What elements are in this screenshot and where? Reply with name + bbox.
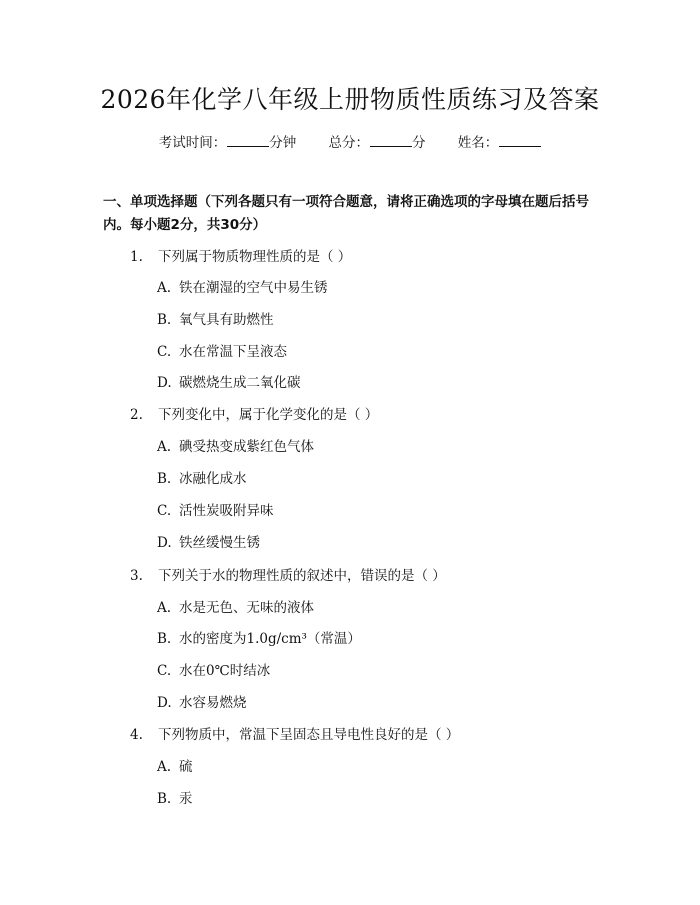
option-letter: B. xyxy=(157,631,172,647)
question-text: 下列变化中，属于化学变化的是（ ） xyxy=(158,407,379,423)
total-score-blank xyxy=(370,133,412,147)
question-3 xyxy=(130,564,446,584)
option-letter: C. xyxy=(157,503,172,519)
option-text: 汞 xyxy=(179,791,193,807)
page-title: 2026年化学八年级上册物质性质练习及答案 xyxy=(100,85,600,114)
question-number: 1. xyxy=(130,249,143,265)
option-4a xyxy=(157,755,193,775)
exam-time-label: 考试时间： xyxy=(158,135,227,151)
section-heading: 一、单项选择题（下列各题只有一项符合题意，请将正确选项的字母填在题后括号内。每小题2分，共30分） xyxy=(103,194,589,233)
name-field xyxy=(458,135,542,151)
option-text: 水在常温下呈液态 xyxy=(179,344,287,360)
exam-time-field xyxy=(159,135,301,151)
option-letter: C. xyxy=(157,663,172,679)
option-3d xyxy=(157,691,247,711)
option-3b xyxy=(157,627,361,647)
option-letter: D. xyxy=(157,375,172,391)
option-2d xyxy=(157,531,260,551)
option-2a xyxy=(157,435,314,455)
option-text: 硫 xyxy=(179,759,193,775)
option-letter: B. xyxy=(157,312,172,328)
question-text: 下列关于水的物理性质的叙述中，错误的是（ ） xyxy=(158,568,446,584)
question-number: 2. xyxy=(130,407,143,423)
option-letter: D. xyxy=(157,535,172,551)
option-text: 铁丝缓慢生锈 xyxy=(179,535,260,551)
exam-time-blank xyxy=(227,133,269,147)
option-text: 碳燃烧生成二氧化碳 xyxy=(179,375,301,391)
option-1a xyxy=(157,276,328,296)
option-letter: C. xyxy=(157,344,172,360)
option-2c xyxy=(157,499,274,519)
option-1d xyxy=(157,371,301,391)
name-blank xyxy=(499,133,541,147)
question-text: 下列属于物质物理性质的是（ ） xyxy=(158,249,352,265)
option-text: 水在0℃时结冰 xyxy=(179,663,271,679)
option-text: 水容易燃烧 xyxy=(179,695,247,711)
option-letter: D. xyxy=(157,695,172,711)
question-2 xyxy=(130,403,378,423)
option-text: 水的密度为1.0g/cm³（常温） xyxy=(179,631,361,647)
total-score-unit: 分 xyxy=(412,135,426,151)
total-score-field xyxy=(329,135,430,151)
question-4 xyxy=(130,723,459,743)
option-text: 活性炭吸附异味 xyxy=(179,503,274,519)
name-label: 姓名： xyxy=(457,135,499,151)
option-letter: A. xyxy=(157,600,172,616)
option-text: 碘受热变成紫红色气体 xyxy=(179,439,314,455)
question-text: 下列物质中，常温下呈固态且导电性良好的是（ ） xyxy=(158,727,460,743)
option-2b xyxy=(157,467,247,487)
option-text: 氧气具有助燃性 xyxy=(179,312,274,328)
option-letter: A. xyxy=(157,280,172,296)
exam-time-unit: 分钟 xyxy=(269,135,297,151)
option-letter: A. xyxy=(157,759,172,775)
question-1 xyxy=(130,245,351,265)
exam-info-line xyxy=(0,131,700,151)
option-text: 铁在潮湿的空气中易生锈 xyxy=(179,280,328,296)
option-text: 水是无色、无味的液体 xyxy=(179,600,314,616)
question-number: 4. xyxy=(130,727,143,743)
option-3a xyxy=(157,596,314,616)
question-number: 3. xyxy=(130,568,143,584)
option-1c xyxy=(157,340,287,360)
total-score-label: 总分： xyxy=(328,135,369,151)
option-1b xyxy=(157,308,274,328)
option-letter: B. xyxy=(157,791,172,807)
option-3c xyxy=(157,659,270,679)
option-letter: A. xyxy=(157,439,172,455)
option-letter: B. xyxy=(157,471,172,487)
option-4b xyxy=(157,787,193,807)
option-text: 冰融化成水 xyxy=(179,471,247,487)
